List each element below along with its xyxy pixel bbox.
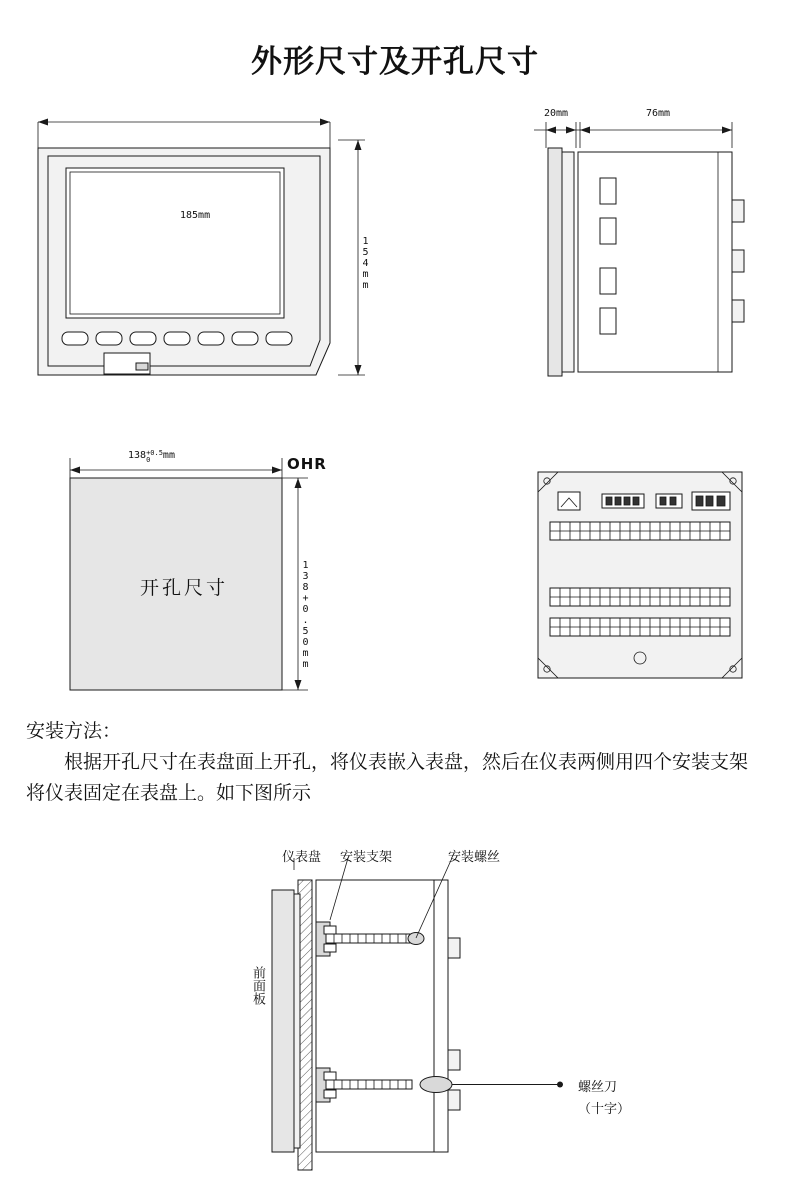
side-view-drawing [520,100,790,400]
brand-logo: OHR [287,455,327,473]
label-screwdriver-line1: 螺丝刀 [578,1080,618,1095]
install-paragraph: 根据开孔尺寸在表盘面上开孔，将仪表嵌入表盘，然后在仪表两侧用四个安装支架将仪表固定在表盘上。如下图所示 [26,751,749,804]
install-instructions [26,716,766,809]
page-title: 外形尺寸及开孔尺寸 [251,44,539,80]
label-panel: 仪表盘 [282,850,322,865]
side-view-bezel-label: 20mm [544,108,569,119]
cutout-width-label: 138 +0.5 0 mm [128,449,175,464]
side-view-depth-label: 76mm [646,108,671,119]
label-screwdriver-line2: （十字） [578,1102,631,1117]
label-front-panel: 前面板 [250,966,265,1005]
label-screw: 安装螺丝 [448,850,501,865]
front-view-width-label: 185mm [180,210,211,221]
label-bracket: 安装支架 [340,850,393,865]
rear-view-drawing [520,460,780,710]
front-view-height-label: 154mm [360,236,371,291]
install-heading: 安装方法： [26,720,122,742]
cutout-caption: 开孔尺寸 [140,577,229,599]
cutout-height-label: 138+0.50mm [300,560,311,670]
mount-diagram-drawing [230,860,790,1180]
